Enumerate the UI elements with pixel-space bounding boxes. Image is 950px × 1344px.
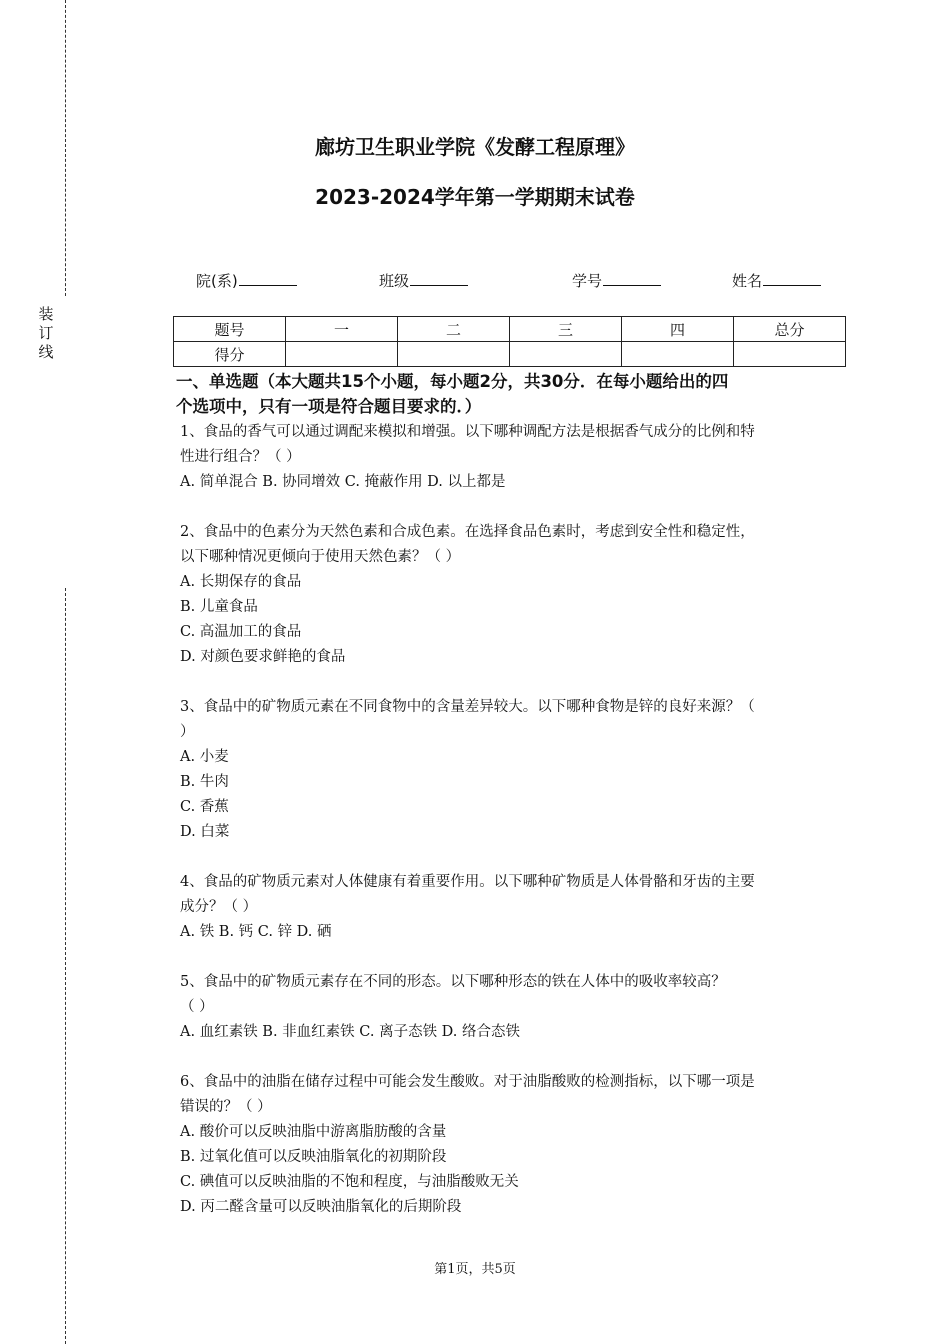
score-table-score-row [174, 342, 846, 367]
question-6 [180, 1070, 840, 1220]
score-input-cell[interactable] [622, 342, 734, 367]
option-c: C. 高温加工的食品 [180, 624, 302, 640]
question-text: 性进行组合？（ ） [180, 449, 301, 465]
question-4 [180, 870, 840, 945]
option-c: C. 碘值可以反映油脂的不饱和程度，与油脂酸败无关 [180, 1174, 519, 1190]
score-input-cell[interactable] [398, 342, 510, 367]
question-text: 1、食品的香气可以通过调配来模拟和增强。以下哪种调配方法是根据香气成分的比例和特 [180, 424, 755, 440]
section-heading-line: 一、单选题（本大题共15个小题，每小题2分，共30分．在每小题给出的四 [176, 372, 729, 391]
name-blank[interactable] [763, 271, 821, 286]
score-input-cell[interactable] [510, 342, 622, 367]
exam-content [176, 369, 840, 1245]
score-input-cell[interactable] [734, 342, 846, 367]
question-text: （ ） [180, 999, 214, 1015]
option-d: D. 丙二醛含量可以反映油脂氧化的后期阶段 [180, 1199, 462, 1215]
department-field[interactable] [196, 270, 297, 291]
department-blank[interactable] [239, 271, 297, 286]
binding-char: 线 [38, 343, 54, 361]
option-d: D. 对颜色要求鲜艳的食品 [180, 649, 346, 665]
section-heading-line: 个选项中，只有一项是符合题目要求的．） [176, 397, 482, 416]
question-3 [180, 695, 840, 845]
class-label: 班级 [379, 272, 410, 290]
score-table-cell: 总分 [734, 317, 846, 342]
question-text: 3、食品中的矿物质元素在不同食物中的含量差异较大。以下哪种食物是锌的良好来源？（ [180, 699, 755, 715]
page-number: 第1页，共5页 [434, 1262, 516, 1277]
option-a: A. 长期保存的食品 [180, 574, 302, 590]
question-text: 成分？（ ） [180, 899, 258, 915]
binding-label [38, 305, 54, 362]
option-c: C. 香蕉 [180, 799, 229, 815]
score-table-header-row [174, 317, 846, 342]
binding-char: 装 [38, 305, 54, 323]
exam-title: 廊坊卫生职业学院《发酵工程原理》 [315, 135, 635, 159]
student-id-blank[interactable] [603, 271, 661, 286]
question-5 [180, 970, 840, 1045]
question-options: A. 血红素铁 B. 非血红素铁 C. 离子态铁 D. 络合态铁 [180, 1024, 521, 1040]
score-table-cell: 得分 [174, 342, 286, 367]
score-table-cell: 四 [622, 317, 734, 342]
question-text: 4、食品的矿物质元素对人体健康有着重要作用。以下哪种矿物质是人体骨骼和牙齿的主要 [180, 874, 755, 890]
option-b: B. 牛肉 [180, 774, 229, 790]
question-text: 以下哪种情况更倾向于使用天然色素？（ ） [180, 549, 461, 565]
question-1 [180, 420, 840, 495]
class-field[interactable] [379, 270, 468, 291]
section-heading [176, 369, 840, 419]
option-b: B. 儿童食品 [180, 599, 258, 615]
score-table-cell: 一 [286, 317, 398, 342]
binding-char: 订 [38, 324, 54, 342]
option-b: B. 过氧化值可以反映油脂氧化的初期阶段 [180, 1149, 447, 1165]
option-a: A. 酸价可以反映油脂中游离脂肪酸的含量 [180, 1124, 447, 1140]
binding-line-bottom [65, 588, 66, 1344]
question-options: A. 简单混合 B. 协同增效 C. 掩蔽作用 D. 以上都是 [180, 474, 506, 490]
question-text: 错误的？（ ） [180, 1099, 272, 1115]
name-label: 姓名 [732, 272, 763, 290]
score-table-cell: 题号 [174, 317, 286, 342]
student-id-field[interactable] [572, 270, 661, 291]
question-text: 5、食品中的矿物质元素存在不同的形态。以下哪种形态的铁在人体中的吸收率较高？ [180, 974, 726, 990]
question-2 [180, 520, 840, 670]
option-d: D. 白菜 [180, 824, 230, 840]
class-blank[interactable] [410, 271, 468, 286]
score-input-cell[interactable] [286, 342, 398, 367]
option-a: A. 小麦 [180, 749, 229, 765]
score-table-cell: 三 [510, 317, 622, 342]
question-options: A. 铁 B. 钙 C. 锌 D. 硒 [180, 924, 332, 940]
question-text: 2、食品中的色素分为天然色素和合成色素。在选择食品色素时，考虑到安全性和稳定性， [180, 524, 755, 540]
question-text: 6、食品中的油脂在储存过程中可能会发生酸败。对于油脂酸败的检测指标，以下哪一项是 [180, 1074, 755, 1090]
exam-subtitle: 2023-2024学年第一学期期末试卷 [315, 185, 635, 209]
question-text: ） [180, 724, 195, 740]
student-id-label: 学号 [572, 272, 603, 290]
score-table-cell: 二 [398, 317, 510, 342]
score-table [173, 316, 846, 367]
name-field[interactable] [732, 270, 821, 291]
department-label: 院(系) [196, 272, 238, 290]
